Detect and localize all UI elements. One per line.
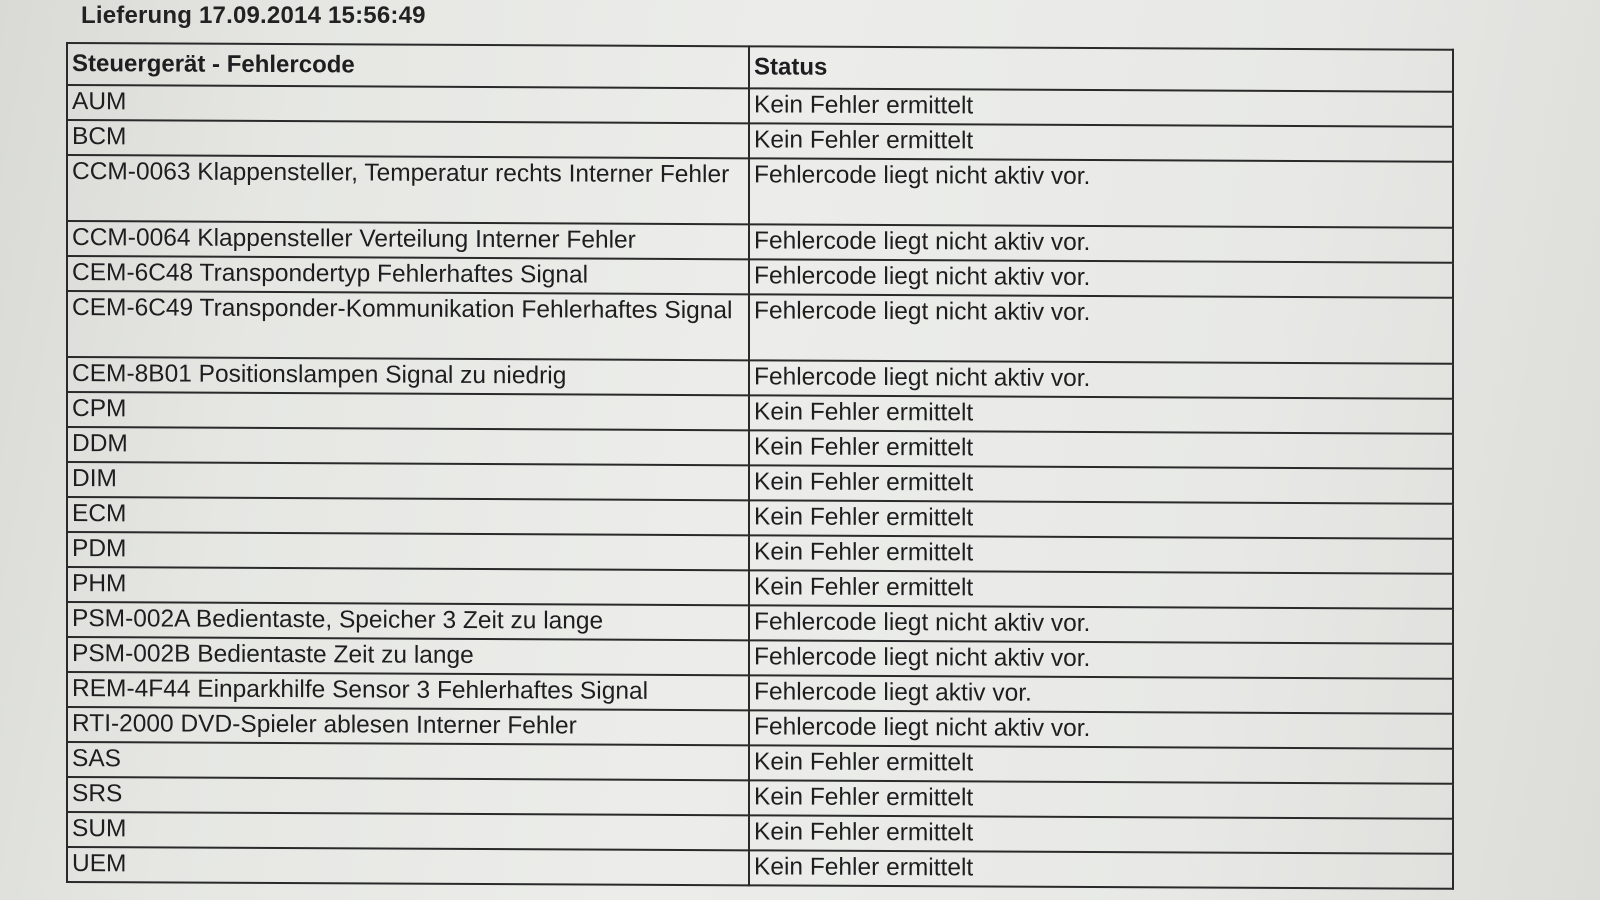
status-cell: Kein Fehler ermittelt	[749, 123, 1453, 161]
status-cell: Kein Fehler ermittelt	[749, 745, 1453, 783]
status-cell: Kein Fehler ermittelt	[749, 535, 1453, 573]
fault-code-table	[66, 42, 1454, 890]
table-body	[67, 85, 1453, 889]
control-unit-code-cell: CEM-6C49 Transponder-Kommunikation Fehlerhaftes Signal	[67, 291, 749, 360]
control-unit-code-cell: PHM	[67, 567, 749, 605]
column-header-status: Status	[749, 46, 1453, 91]
control-unit-code-cell: PSM-002A Bedientaste, Speicher 3 Zeit zu lange	[67, 602, 749, 640]
status-cell: Fehlercode liegt nicht aktiv vor.	[749, 710, 1453, 748]
control-unit-code-cell: REM-4F44 Einparkhilfe Sensor 3 Fehlerhaftes Signal	[67, 672, 749, 710]
column-header-control-unit: Steuergerät - Fehlercode	[67, 43, 749, 88]
control-unit-code-cell: SRS	[67, 777, 749, 815]
control-unit-code-cell: CPM	[67, 392, 749, 430]
control-unit-code-cell: UEM	[67, 847, 749, 885]
control-unit-code-cell: CEM-8B01 Positionslampen Signal zu niedrig	[67, 357, 749, 395]
status-cell: Kein Fehler ermittelt	[749, 430, 1453, 468]
status-cell: Kein Fehler ermittelt	[749, 465, 1453, 503]
control-unit-code-cell: SUM	[67, 812, 749, 850]
control-unit-code-cell: PSM-002B Bedientaste Zeit zu lange	[67, 637, 749, 675]
control-unit-code-cell: ECM	[67, 497, 749, 535]
status-cell: Kein Fehler ermittelt	[749, 850, 1453, 888]
status-cell: Kein Fehler ermittelt	[749, 88, 1453, 126]
control-unit-code-cell: AUM	[67, 85, 749, 123]
table-row	[67, 847, 1453, 889]
status-cell: Kein Fehler ermittelt	[749, 395, 1453, 433]
control-unit-code-cell: DIM	[67, 462, 749, 500]
table-row	[67, 291, 1453, 364]
status-cell: Fehlercode liegt nicht aktiv vor.	[749, 158, 1453, 227]
control-unit-code-cell: CEM-6C48 Transpondertyp Fehlerhaftes Signal	[67, 256, 749, 294]
delivery-heading: Lieferung 17.09.2014 15:56:49	[81, 2, 426, 29]
control-unit-code-cell: DDM	[67, 427, 749, 465]
status-cell: Kein Fehler ermittelt	[749, 780, 1453, 818]
control-unit-code-cell: CCM-0063 Klappensteller, Temperatur rechts Interner Fehler	[67, 155, 749, 224]
status-cell: Fehlercode liegt nicht aktiv vor.	[749, 294, 1453, 363]
status-cell: Fehlercode liegt nicht aktiv vor.	[749, 360, 1453, 398]
status-cell: Fehlercode liegt nicht aktiv vor.	[749, 640, 1453, 678]
table-row	[67, 155, 1453, 228]
status-cell: Kein Fehler ermittelt	[749, 570, 1453, 608]
status-cell: Fehlercode liegt aktiv vor.	[749, 675, 1453, 713]
control-unit-code-cell: CCM-0064 Klappensteller Verteilung Interner Fehler	[67, 221, 749, 259]
table-header-row	[67, 43, 1453, 92]
status-cell: Kein Fehler ermittelt	[749, 815, 1453, 853]
control-unit-code-cell: RTI-2000 DVD-Spieler ablesen Interner Fehler	[67, 707, 749, 745]
status-cell: Fehlercode liegt nicht aktiv vor.	[749, 259, 1453, 297]
status-cell: Kein Fehler ermittelt	[749, 500, 1453, 538]
status-cell: Fehlercode liegt nicht aktiv vor.	[749, 605, 1453, 643]
control-unit-code-cell: BCM	[67, 120, 749, 158]
control-unit-code-cell: SAS	[67, 742, 749, 780]
control-unit-code-cell: PDM	[67, 532, 749, 570]
status-cell: Fehlercode liegt nicht aktiv vor.	[749, 224, 1453, 262]
